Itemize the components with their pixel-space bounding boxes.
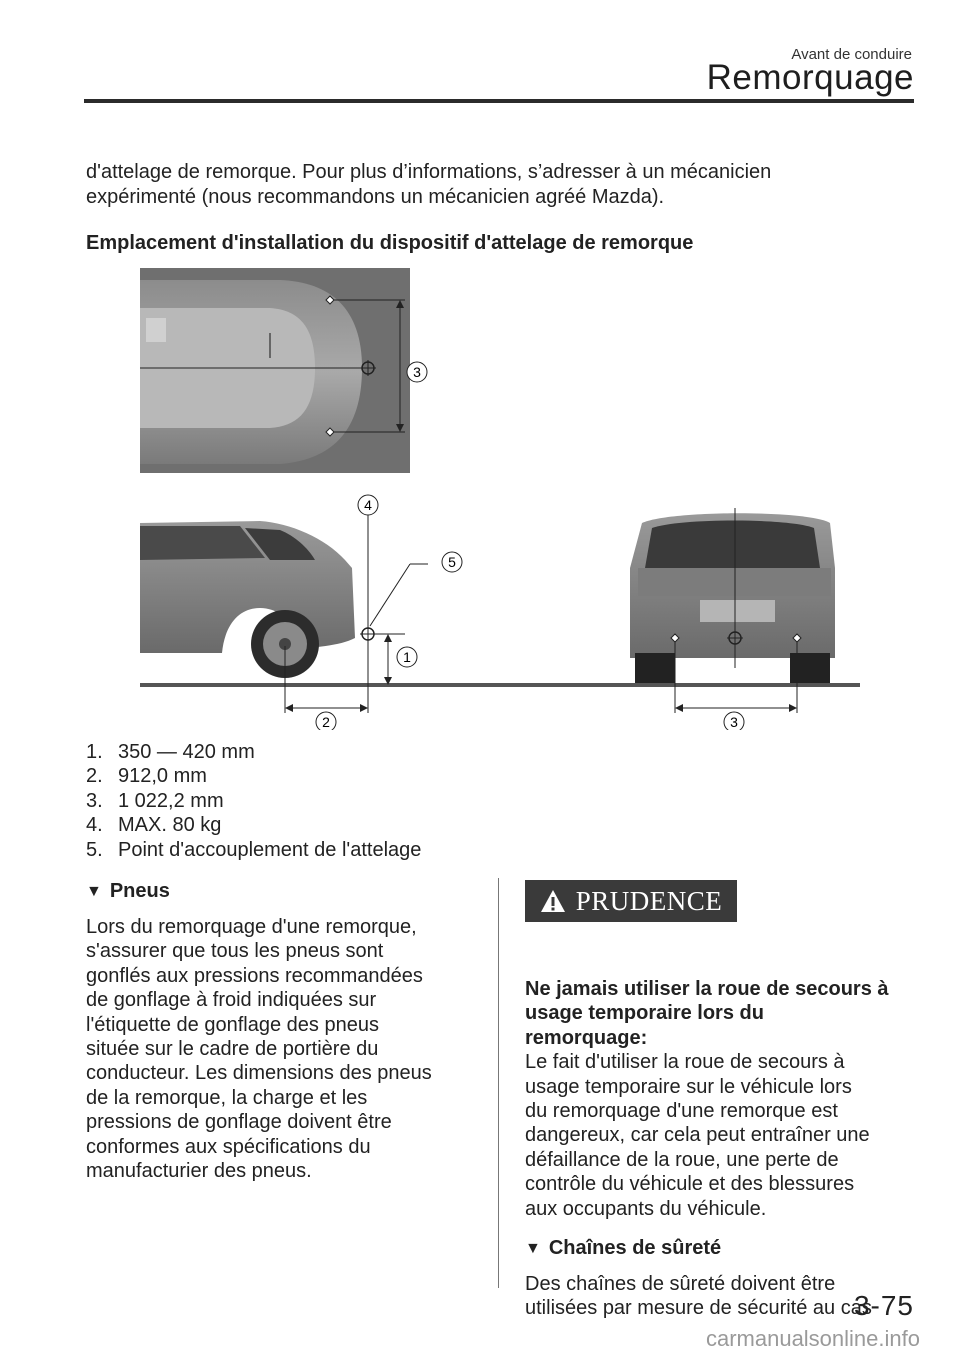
callout-2 [316, 712, 336, 730]
legend-item [86, 789, 421, 813]
text-line: située sur le cadre de portière du [86, 1038, 379, 1061]
text-line: Le fait d'utiliser la roue de secours à [525, 1051, 845, 1074]
text-line: usage temporaire lors du [525, 1002, 764, 1025]
callout-4 [358, 495, 378, 515]
text-line: manufacturier des pneus. [86, 1160, 312, 1183]
svg-text:4: 4 [364, 497, 372, 513]
figure-legend [86, 740, 421, 862]
legend-number: 4. [86, 814, 103, 837]
caution-label: PRUDENCE [575, 885, 723, 916]
svg-text:1: 1 [403, 649, 411, 665]
caution-warning-heading [525, 977, 920, 1050]
legend-text: 1 022,2 mm [118, 789, 224, 812]
legend-number: 2. [86, 765, 103, 788]
tires-section [86, 880, 476, 1183]
column-divider [498, 878, 499, 1288]
hitch-location-figure [130, 268, 870, 730]
text-line: remorquage: [525, 1026, 648, 1049]
car-rear-view [630, 513, 835, 683]
car-side-view [140, 521, 355, 678]
callout-3-rear [724, 712, 744, 730]
text-line: aux occupants du véhicule. [525, 1197, 767, 1220]
text-line: de la remorque, la charge et les [86, 1086, 368, 1109]
text-line: utilisées par mesure de sécurité au cas [525, 1297, 872, 1320]
watermark: carmanualsonline.info [705, 1326, 920, 1351]
callout-3-top [407, 362, 427, 382]
warning-icon [540, 889, 566, 913]
figure-heading: Emplacement d'installation du dispositif d'attelage de remorque [86, 232, 694, 254]
tires-title: Pneus [109, 880, 170, 902]
legend-text: MAX. 80 kg [118, 814, 222, 837]
chains-heading [525, 1237, 920, 1260]
callout-1 [397, 647, 417, 667]
caution-paragraph [525, 1050, 920, 1221]
text-line: l'étiquette de gonflage des pneus [86, 1013, 379, 1036]
text-line: usage temporaire sur le véhicule lors [525, 1075, 852, 1098]
triangle-down-icon: ▼ [86, 882, 102, 900]
header-rule [84, 99, 914, 103]
tires-heading [86, 880, 476, 903]
text-line: s'assurer que tous les pneus sont [86, 940, 384, 963]
legend-number: 5. [86, 838, 103, 861]
legend-number: 3. [86, 789, 103, 812]
triangle-down-icon: ▼ [525, 1239, 541, 1257]
text-line: défaillance de la roue, une perte de [525, 1148, 839, 1171]
text-line: dangereux, car cela peut entraîner une [525, 1124, 870, 1147]
callout-5 [442, 552, 462, 572]
text-line: conformes aux spécifications du [86, 1135, 371, 1158]
text-line: gonflés aux pressions recommandées [86, 964, 423, 987]
legend-text: 350 — 420 mm [118, 741, 255, 763]
caution-banner [525, 880, 737, 922]
legend-item [86, 764, 421, 788]
car-top-view [140, 268, 410, 473]
intro-paragraph [86, 160, 886, 210]
legend-text: 912,0 mm [118, 765, 207, 788]
page-title: Remorquage [706, 58, 914, 97]
page-number: 3-75 [853, 1290, 914, 1321]
svg-text:3: 3 [730, 714, 738, 730]
tires-paragraph [86, 915, 476, 1183]
legend-number: 1. [86, 741, 103, 763]
intro-line: d'attelage de remorque. Pour plus d’informations, s’adresser à un mécanicien [86, 161, 772, 183]
chains-title: Chaînes de sûreté [548, 1237, 722, 1260]
legend-item [86, 813, 421, 837]
section-label: Avant de conduire [791, 46, 912, 63]
text-line: de gonflage à froid indiquées sur [86, 989, 377, 1012]
text-line: Ne jamais utiliser la roue de secours à [525, 978, 889, 1000]
text-line: Lors du remorquage d'une remorque, [86, 916, 417, 938]
text-line: pressions de gonflage doivent être [86, 1111, 392, 1134]
text-line: contrôle du véhicule et des blessures [525, 1173, 855, 1196]
legend-text: Point d'accouplement de l'attelage [118, 838, 422, 861]
text-line: Des chaînes de sûreté doivent être [525, 1273, 836, 1296]
svg-text:3: 3 [413, 364, 421, 380]
text-line: du remorquage d'une remorque est [525, 1100, 838, 1123]
intro-line: expérimenté (nous recommandons un mécanicien agréé Mazda). [86, 186, 665, 208]
caution-section [525, 880, 920, 1321]
legend-item [86, 740, 421, 764]
legend-item [86, 838, 421, 862]
svg-text:5: 5 [448, 554, 456, 570]
text-line: conducteur. Les dimensions des pneus [86, 1062, 432, 1085]
svg-text:2: 2 [322, 714, 330, 730]
